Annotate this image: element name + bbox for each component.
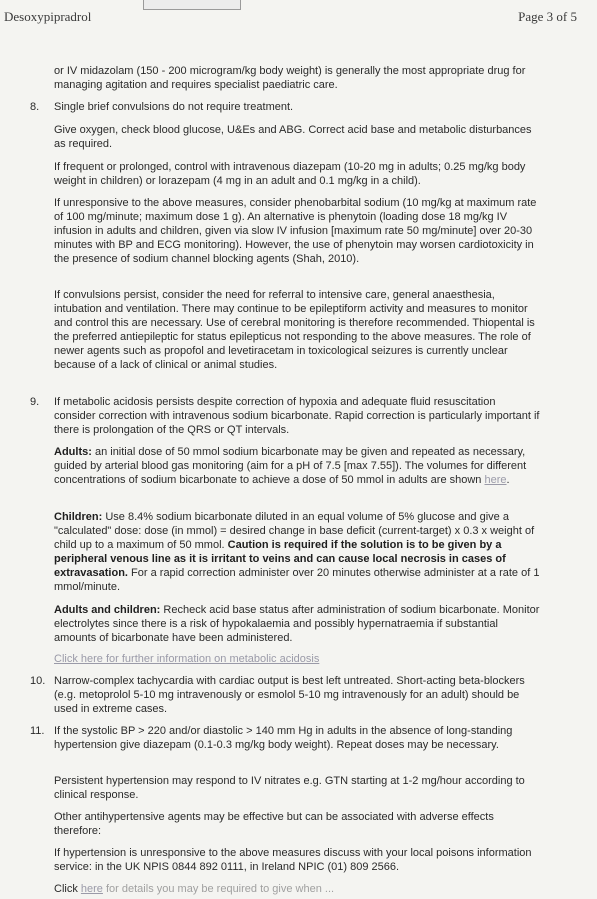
- adults-text: an initial dose of 50 mmol sodium bicarbonate may be given and repeated as necessary, guided by arterial blood gas monitoring (aim for a pH of 7.5 [max 7.55]). The volumes for different concentrations of sodium bicarbonate to achieve a dose of 50 mmol in adults are shown: [54, 446, 527, 486]
- paragraph-give-oxygen: Give oxygen, check blood glucose, U&Es and ABG. Correct acid base and metabolic disturbances as required.: [54, 124, 532, 150]
- children-label: Children:: [54, 511, 103, 523]
- children-caution: Caution is required if the solution is to be given by a peripheral venous line as it is irritant to veins and can cause local necrosis in cases of extravasation.: [54, 539, 506, 579]
- adults-here-link[interactable]: here: [484, 474, 507, 486]
- page-number: Page 3 of 5: [518, 9, 577, 24]
- paragraph-antihypertensive: Other antihypertensive agents may be effective but can be associated with adverse effects therefore:: [54, 811, 494, 837]
- paragraph-children: [54, 510, 540, 594]
- item-number-8: 8.: [30, 101, 40, 113]
- paragraph-phenobarbital: If unresponsive to the above measures, consider phenobarbital sodium (10 mg/kg at maximum rate of 100 mg/minute; maximum dose 1 g). An alternative is phenytoin (loading dose 18 mg/kg IV infusion in adults and children, given via slow IV infusion [maximum rate 50 mg/minute] over 20-30 minutes with BP and ECG monitoring). However, the use of phenytoin may worsen cardiotoxicity in the presence of sodium channel blocking agents (Shah, 2010).: [54, 197, 537, 265]
- item-8-convulsions: Single brief convulsions do not require treatment.: [54, 101, 294, 113]
- adults-label: Adults:: [54, 446, 92, 458]
- details-here-link[interactable]: here: [80, 883, 103, 895]
- paragraph-poisons-service: If hypertension is unresponsive to the above measures discuss with your local poisons information service: in the UK NPIS 0844 892 0111, in Ireland NPIC (01) 809 2566.: [54, 847, 532, 873]
- paragraph-nitrates: Persistent hypertension may respond to IV nitrates e.g. GTN starting at 1-2 mg/hour according to clinical response.: [54, 775, 525, 801]
- children-text: Use 8.4% sodium bicarbonate diluted in an equal volume of 5% glucose and give a "calculated" dose: dose (in mmol) = desired change in base deficit (current-target) x 0.3 x weight of child up to a maximum of 50 mmol.: [54, 511, 535, 551]
- children-tail: For a rapid correction administer over 20 minutes otherwise administer at a rate of 1 mmol/minute.: [54, 567, 540, 593]
- click-details-text: for details you may be required to give when ...: [106, 883, 335, 895]
- paragraph-adults: Adults: an initial dose of 50 mmol sodium bicarbonate may be given and repeated as necessary, guided by arterial blood gas monitoring (aim for a pH of 7.5 [max 7.55]). The volumes for different concentrations of sodium bicarbonate to achieve a dose of 50 mmol in adults are shown here.: [54, 446, 527, 486]
- adults-children-text: Recheck acid base status after administration of sodium bicarbonate. Monitor electrolytes since there is a risk of hypokalaemia and possibly hypernatraemia if substantial amounts of bicarbonate have been administered.: [54, 604, 540, 644]
- paragraph-diazepam: If frequent or prolonged, control with intravenous diazepam (10-20 mg in adults; 0.25 mg/kg body weight in children) or lorazepam (4 mg in an adult and 0.1 mg/kg in a child).: [54, 161, 526, 187]
- paragraph-midazolam: or IV midazolam (150 - 200 microgram/kg body weight) is generally the most appropriate drug for managing agitation and requires specialist paediatric care.: [54, 65, 526, 91]
- item-10-tachycardia: Narrow-complex tachycardia with cardiac output is best left untreated. Short-acting beta-blockers (e.g. metoprolol 5-10 mg intravenously or esmolol 5-10 mg intravenously for an adult) should be used in extreme cases.: [54, 675, 525, 715]
- item-number-9: 9.: [30, 396, 40, 408]
- document-title: Desoxypipradrol: [4, 9, 92, 24]
- metabolic-acidosis-link[interactable]: Click here for further information on metabolic acidosis: [54, 653, 320, 665]
- click-prefix: Click: [54, 883, 78, 895]
- item-11-hypertension: If the systolic BP > 220 and/or diastolic > 140 mm Hg in adults in the absence of long-standing hypertension give diazepam (0.1-0.3 mg/kg body weight). Repeat doses may be necessary.: [54, 725, 513, 751]
- item-number-10: 10.: [30, 675, 46, 687]
- browser-tab-edge: [143, 0, 241, 10]
- adults-children-label: Adults and children:: [54, 604, 161, 616]
- paragraph-convulsions-persist: If convulsions persist, consider the need for referral to intensive care, general anaesthesia, intubation and ventilation. There may continue to be epileptiform activity and measures to monitor and control this are necessary. Use of cerebral monitoring is therefore recommended. Thiopental is the preferred antiepileptic for status epilepticus not responding to the above measures. The role of newer agents such as propofol and levetiracetam in toxicological seizures is currently unclear because of a lack of clinical or animal studies.: [54, 289, 535, 371]
- item-9-metabolic-acidosis: If metabolic acidosis persists despite correction of hypoxia and adequate fluid resuscitation consider correction with intravenous sodium bicarbonate. Rapid correction is particularly important if there is prolongation of the QRS or QT intervals.: [54, 396, 540, 436]
- paragraph-click-details: [54, 882, 540, 896]
- item-number-11: 11.: [30, 725, 45, 737]
- paragraph-adults-and-children: [54, 603, 540, 645]
